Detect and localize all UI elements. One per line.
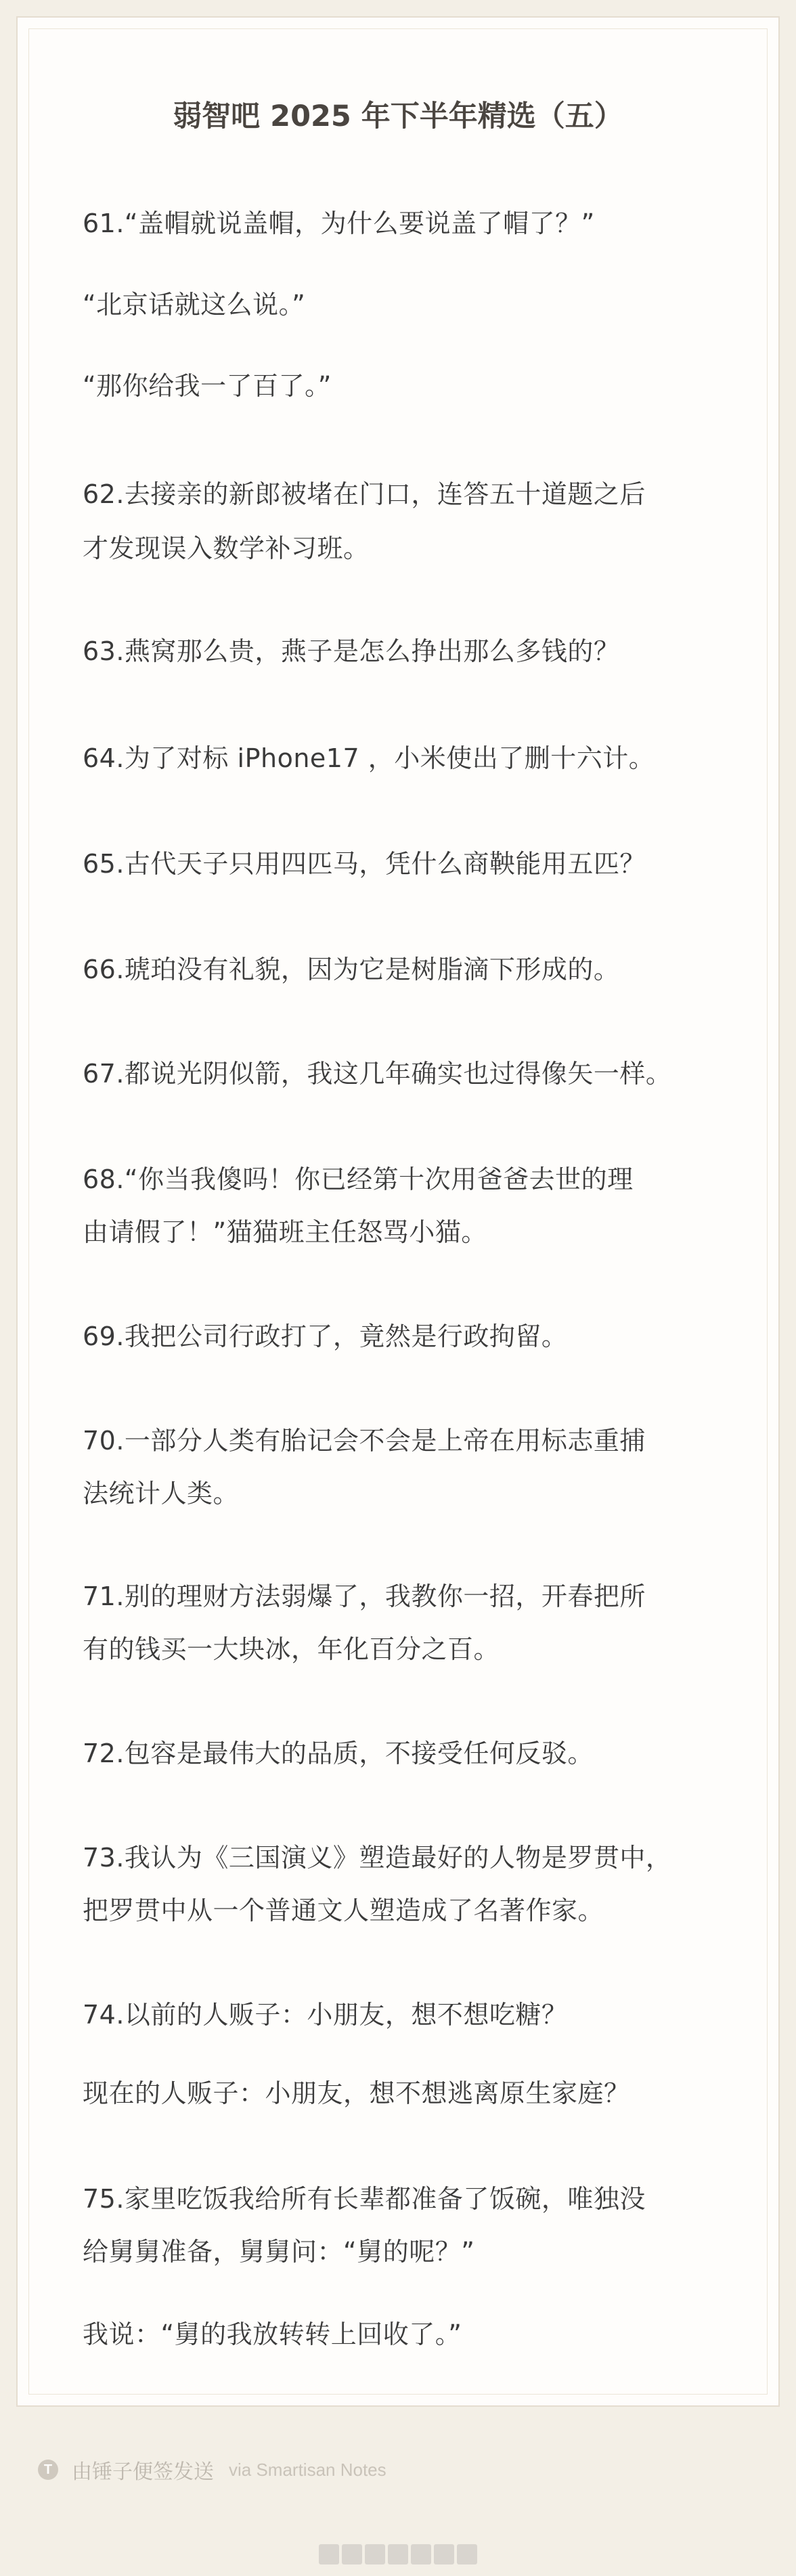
- watermark-block: [434, 2544, 454, 2564]
- watermark-block: [457, 2544, 477, 2564]
- note-line: 70.一部分人类有胎记会不会是上帝在用标志重捕: [83, 1426, 646, 1456]
- note-line: 74.以前的人贩子：小朋友，想不想吃糖？: [83, 2000, 568, 2030]
- note-line: 63.燕窝那么贵，燕子是怎么挣出那么多钱的？: [83, 636, 620, 666]
- note-line: 才发现误入数学补习班。: [83, 533, 370, 563]
- info-icon: T: [38, 2460, 58, 2480]
- watermark-block: [319, 2544, 339, 2564]
- note-line: 68.“你当我傻吗！你已经第十次用爸爸去世的理: [83, 1164, 634, 1194]
- note-line: 有的钱买一大块冰，年化百分之百。: [83, 1634, 500, 1664]
- note-line: 75.家里吃饭我给所有长辈都准备了饭碗，唯独没: [83, 2184, 646, 2214]
- footer-signature: [38, 2456, 386, 2483]
- footer-via: via Smartisan Notes: [229, 2459, 386, 2480]
- footer-text: 由锤子便签发送: [72, 2460, 214, 2484]
- bottom-watermark-bar: [0, 2532, 796, 2576]
- note-title: 弱智吧 2025 年下半年精选（五）: [173, 100, 623, 133]
- note-line: 62.去接亲的新郎被堵在门口，连答五十道题之后: [83, 479, 646, 509]
- watermark-block: [342, 2544, 362, 2564]
- note-line: 65.古代天子只用四匹马，凭什么商鞅能用五匹？: [83, 849, 646, 879]
- note-line: 73.我认为《三国演义》塑造最好的人物是罗贯中，: [83, 1843, 672, 1873]
- note-line: 71.别的理财方法弱爆了，我教你一招，开春把所: [83, 1581, 646, 1611]
- watermark-block: [411, 2544, 431, 2564]
- note-line: 72.包容是最伟大的品质，不接受任何反驳。: [83, 1739, 594, 1768]
- note-line: 把罗贯中从一个普通文人塑造成了名著作家。: [83, 1896, 604, 1925]
- note-line: 现在的人贩子：小朋友，想不想逃离原生家庭？: [83, 2078, 630, 2108]
- note-line: 64.为了对标 iPhone17 ，小米使出了删十六计。: [83, 743, 655, 773]
- note-line: 法统计人类。: [83, 1479, 240, 1508]
- note-line: “北京话就这么说。”: [83, 290, 306, 320]
- note-line: 给舅舅准备，舅舅问：“舅的呢？”: [83, 2237, 475, 2267]
- note-line: 66.琥珀没有礼貌，因为它是树脂滴下形成的。: [83, 955, 620, 984]
- note-line: 我说：“舅的我放转转上回收了。”: [83, 2319, 462, 2349]
- watermark-block: [388, 2544, 408, 2564]
- note-line: 由请假了！”猫猫班主任怒骂小猫。: [83, 1217, 487, 1247]
- note-line: “那你给我一了百了。”: [83, 371, 332, 401]
- watermark-block: [365, 2544, 385, 2564]
- note-line: 61.“盖帽就说盖帽，为什么要说盖了帽了？”: [83, 209, 595, 238]
- note-line: 67.都说光阴似箭，我这几年确实也过得像矢一样。: [83, 1059, 672, 1089]
- note-line: 69.我把公司行政打了，竟然是行政拘留。: [83, 1322, 568, 1351]
